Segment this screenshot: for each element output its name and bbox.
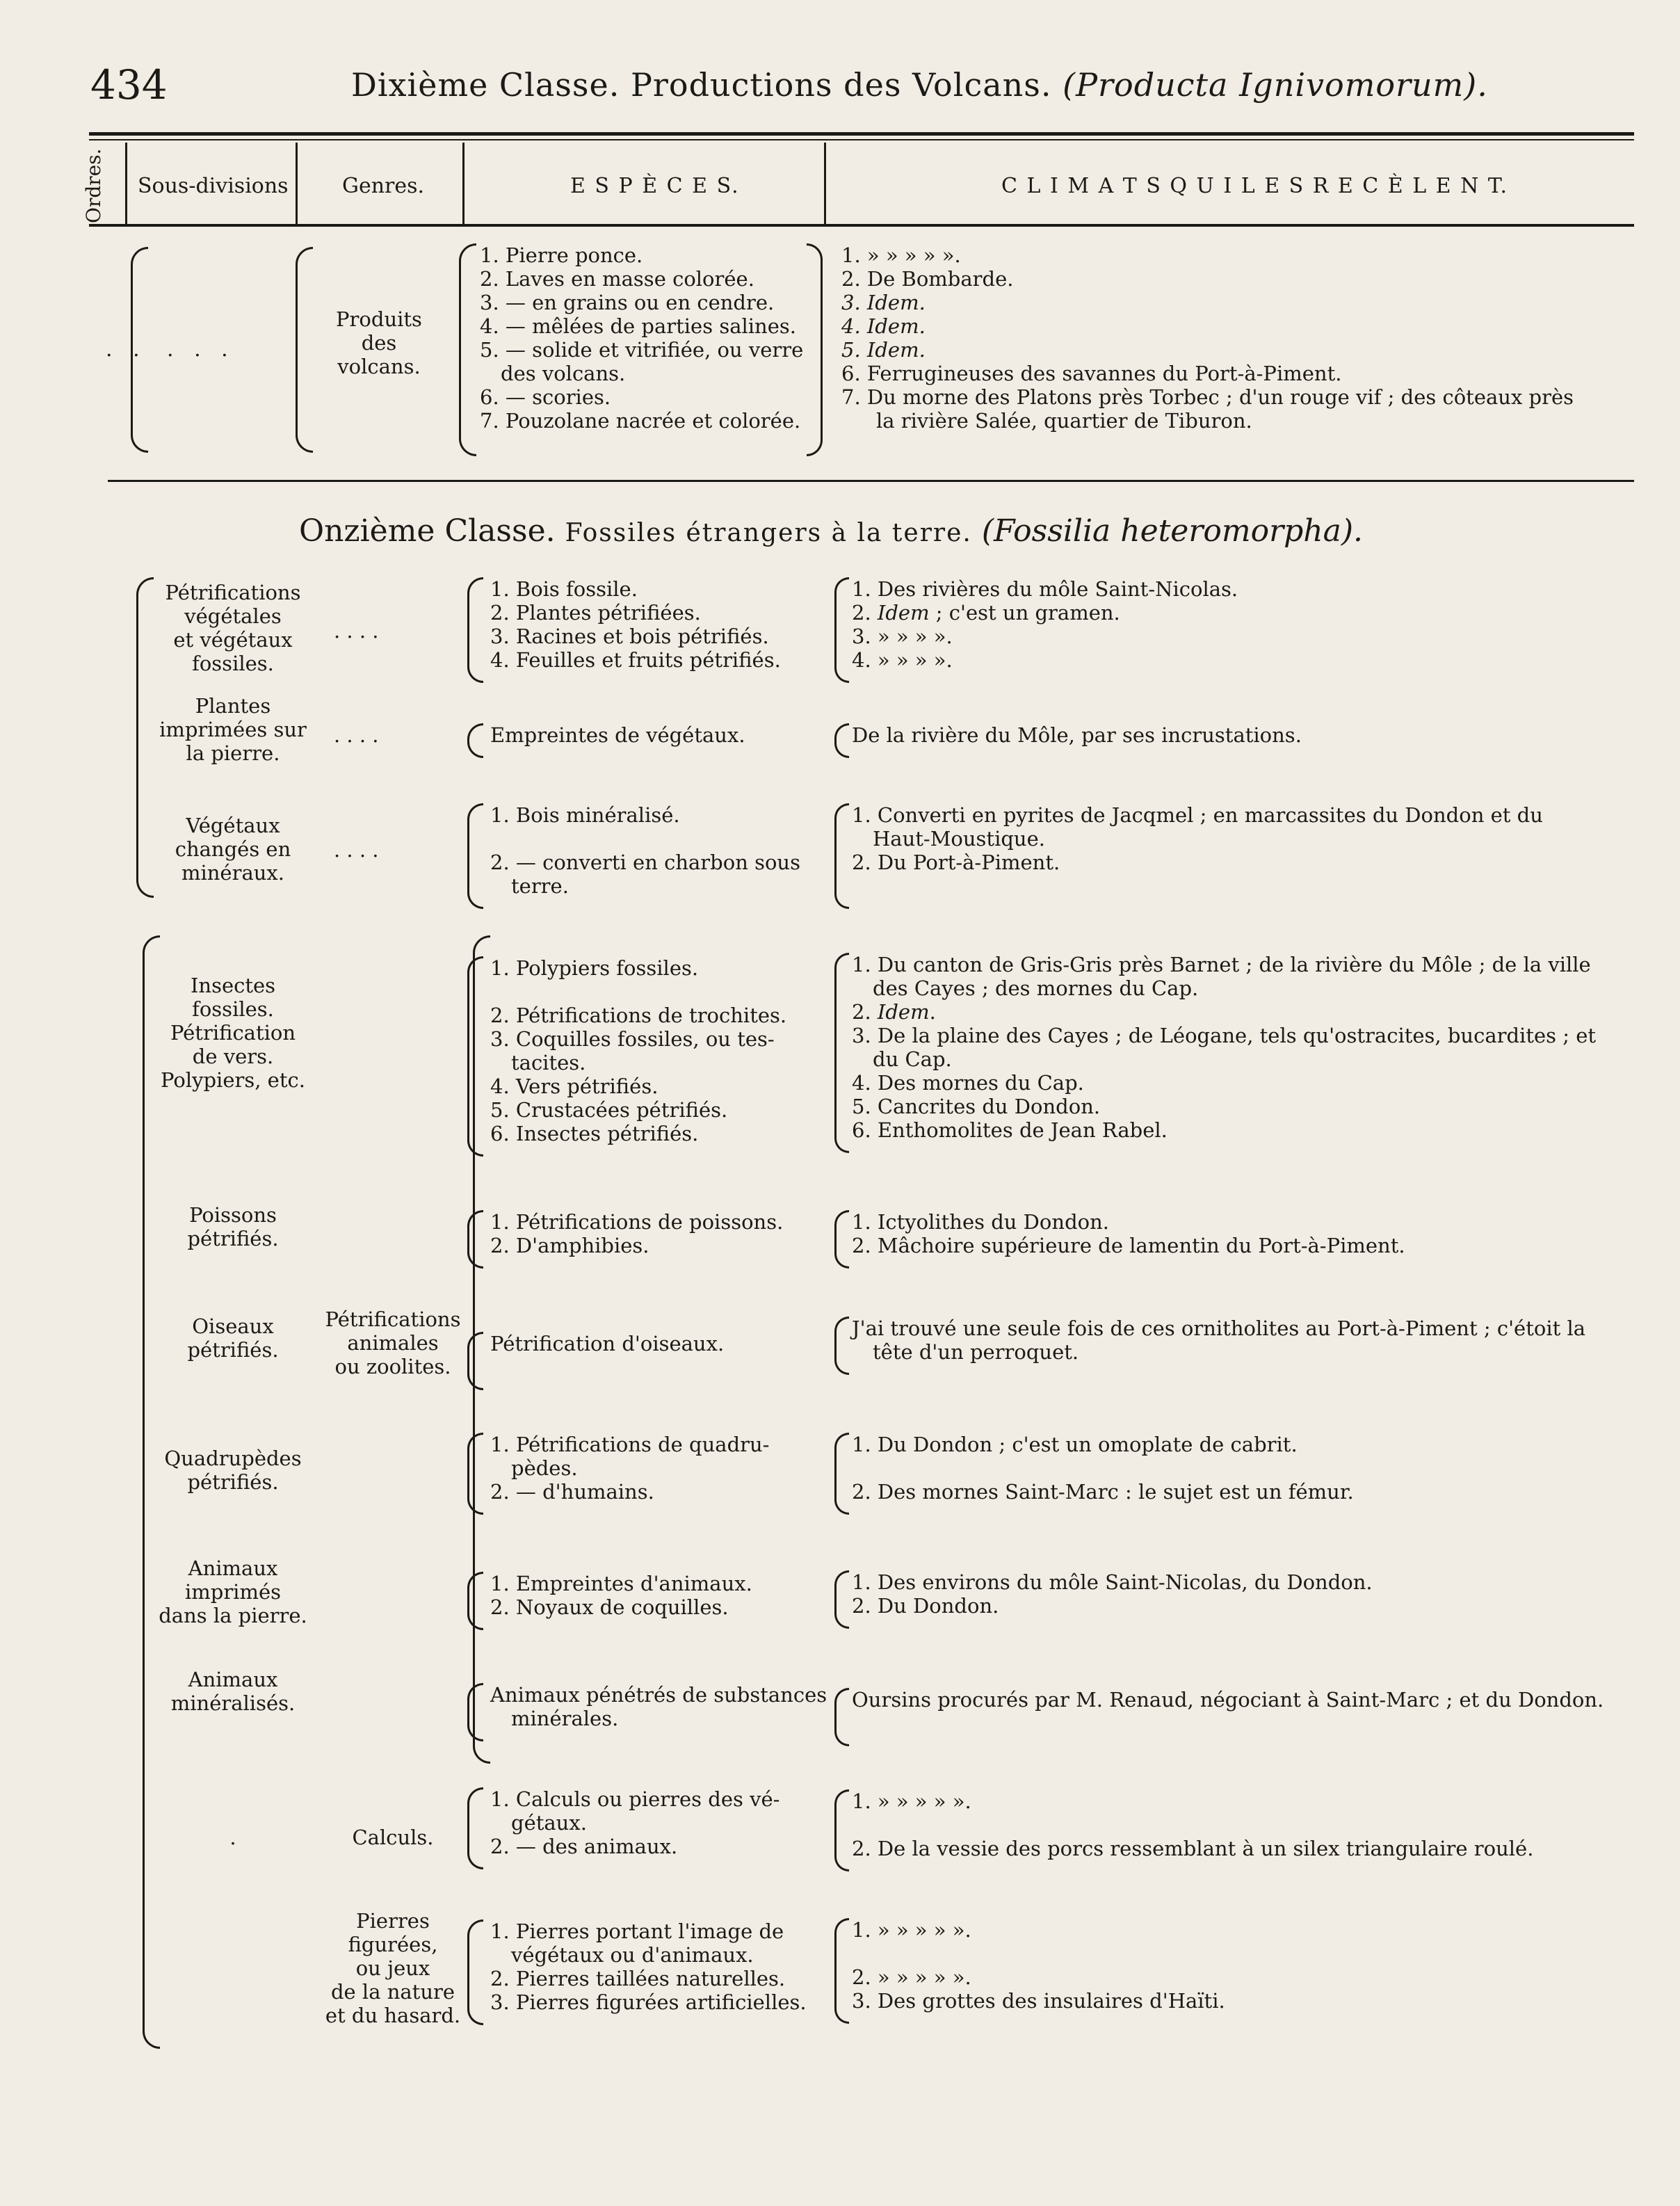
genre: [313, 1909, 473, 2027]
climats-line: 2. De la vessie des porcs ressemblant à un silex triangulaire roulé.: [852, 1837, 1534, 1860]
climats: [852, 1433, 1354, 1504]
especes-line: 1. Polypiers fossiles.: [490, 956, 699, 980]
especes-line: [490, 827, 800, 851]
header-bottom-rule: [89, 224, 1634, 227]
climats-line: 1. Des rivières du môle Saint-Nicolas.: [852, 577, 1238, 601]
subdiv-dots: . . .: [167, 337, 235, 362]
genre-line: ou jeux: [355, 1956, 430, 1980]
especes: [490, 1919, 807, 2014]
subdivision-line: Animaux: [188, 1668, 278, 1691]
climats: [852, 1918, 1225, 2013]
subdivision-line: la pierre.: [186, 741, 280, 765]
climats-line: Oursins procurés par M. Renaud, négociant à Saint-Marc ; et du Dondon.: [852, 1688, 1604, 1712]
climats: [852, 723, 1302, 747]
especes-line: 2. — des animaux.: [490, 1835, 678, 1858]
subdivision: [156, 1447, 309, 1494]
subdivision-line: Insectes: [190, 974, 276, 997]
especes-line: [490, 980, 786, 1004]
especes-line: 1. Bois minéralisé.: [490, 803, 680, 827]
subdivision-line: pétrifiés.: [187, 1338, 279, 1362]
climats-line: 4. Des mornes du Cap.: [852, 1071, 1084, 1095]
especes: [490, 956, 786, 1145]
especes: [490, 1332, 724, 1355]
subdivision-line: Quadrupèdes: [164, 1447, 302, 1470]
genre-line: Pétrifications: [325, 1307, 461, 1331]
especes-line: terre.: [511, 874, 569, 898]
brace: [834, 1789, 849, 1871]
climats-line: 1. » » » » ».: [852, 1918, 971, 1942]
climats-line: 6. Enthomolites de Jean Rabel.: [852, 1118, 1168, 1142]
climats-line: 2. Des mornes Saint-Marc : le sujet est un fémur.: [852, 1480, 1354, 1504]
especes-line: 2. Noyaux de coquilles.: [490, 1595, 729, 1619]
subdivision-line: et végétaux: [173, 628, 293, 652]
especes-line: 5. Crustacées pétrifiés.: [490, 1098, 728, 1122]
subdivision: [156, 694, 309, 765]
subdivision-line: imprimées sur: [159, 718, 307, 741]
climats-line: 2. Idem.: [852, 1000, 936, 1024]
climats-line: De la rivière du Môle, par ses incrustations.: [852, 723, 1302, 747]
climats-line: 2. Du Port-à-Piment.: [852, 851, 1060, 874]
especes-line: gétaux.: [511, 1811, 587, 1835]
climats-line: 2. Idem ; c'est un gramen.: [852, 601, 1120, 625]
subdivision-line: pétrifiés.: [187, 1470, 279, 1494]
volcans-climats: 1. » » » » ». 2. De Bombarde. 3. Idem. 4. Idem. 5. Idem. 6. Ferrugineuses des savannes du Port-à-Piment. 7. Du morne des Platons près Torbec ; d'un rouge vif ; des côteaux près la rivière Salée, quartier de Tiburon.: [841, 243, 1574, 433]
climats: [852, 1210, 1405, 1257]
subdivision-line: fossiles.: [192, 997, 274, 1021]
brace: [467, 723, 483, 758]
climats-line: des Cayes ; des mornes du Cap.: [873, 976, 1199, 1000]
brace: [296, 247, 313, 453]
brace: [834, 1433, 849, 1515]
genre-line: ou zoolites.: [334, 1355, 451, 1378]
climats: [852, 1789, 1533, 1860]
subdivision: [156, 814, 309, 885]
class-title: Onzième Classe. Fossiles étrangers à la terre. (Fossilia heteromorpha).: [299, 513, 1364, 549]
climats-line: 4. » » » ».: [852, 648, 953, 672]
subdivision-line: végétales: [184, 604, 282, 628]
header-genres: Genres.: [342, 174, 425, 198]
section-rule: [108, 480, 1634, 482]
subdivision-line: minéraux.: [181, 861, 285, 885]
brace: [136, 577, 154, 898]
climats-line: 3. » » » ».: [852, 625, 953, 648]
climats-line: 2. Du Dondon.: [852, 1594, 999, 1618]
climats: [852, 953, 1596, 1142]
brace: [467, 1787, 483, 1869]
brace: [834, 1918, 849, 2024]
especes-line: 2. D'amphibies.: [490, 1234, 649, 1257]
brace: [807, 243, 823, 456]
especes: [490, 1433, 769, 1504]
especes: [490, 1210, 783, 1257]
genre-line: Pierres: [356, 1909, 430, 1933]
climats-line: [852, 1942, 1225, 1965]
subdivision-line: imprimés: [184, 1580, 282, 1604]
brace: [467, 1210, 483, 1269]
especes-line: 3. Pierres figurées artificielles.: [490, 1990, 807, 2014]
brace: [467, 803, 483, 909]
genre-line: Calculs.: [352, 1826, 434, 1849]
subdivision-line: Pétrifications: [165, 581, 301, 604]
running-title: [351, 66, 1488, 104]
subdivision: [156, 1556, 309, 1627]
col-divider: [462, 143, 465, 224]
header-sous-divisions: Sous-divisions: [138, 174, 289, 198]
especes-line: 4. Vers pétrifiés.: [490, 1074, 659, 1098]
header-climats: C L I M A T S Q U I L E S R E C È L E N T.: [1001, 174, 1509, 198]
climats-line: 1. Ictyolithes du Dondon.: [852, 1210, 1109, 1234]
climats-line: 3. Des grottes des insulaires d'Haïti.: [852, 1989, 1225, 2013]
subdivision-line: fossiles.: [192, 652, 274, 675]
climats-line: 3. De la plaine des Cayes ; de Léogane, tels qu'ostracites, bucardites ; et: [852, 1024, 1597, 1047]
subdivision-line: Poissons: [189, 1203, 277, 1227]
especes-line: 1. Empreintes d'animaux.: [490, 1572, 752, 1595]
genre-line: figurées,: [348, 1933, 438, 1956]
brace: [467, 1683, 483, 1741]
climats-line: 2. Mâchoire supérieure de lamentin du Port-à-Piment.: [852, 1234, 1405, 1257]
brace: [467, 577, 483, 683]
climats-line: 2. » » » » ».: [852, 1965, 971, 1989]
brace: [467, 1433, 483, 1515]
brace: [834, 803, 849, 909]
especes-line: Animaux pénétrés de substances: [490, 1683, 827, 1707]
col-divider: [824, 143, 826, 224]
genre: [334, 838, 452, 862]
especes-line: 2. Pierres taillées naturelles.: [490, 1967, 786, 1990]
especes-line: végétaux ou d'animaux.: [511, 1943, 754, 1967]
subdivision-line: .: [229, 1826, 236, 1849]
climats: [852, 803, 1543, 874]
header-ordres: Ordres.: [82, 148, 105, 223]
genre-line: et du hasard.: [325, 2004, 461, 2027]
climats-line: 1. Du canton de Gris-Gris près Barnet ; de la rivière du Môle ; de la ville: [852, 953, 1591, 976]
subdivision-line: minéralisés.: [170, 1691, 296, 1715]
top-rule-thin: [89, 139, 1634, 140]
climats: [852, 1688, 1604, 1712]
brace: [467, 1919, 483, 2025]
genre-line: de la nature: [330, 1980, 455, 2004]
climats-line: [852, 1813, 1533, 1837]
climats-line: tête d'un perroquet.: [873, 1340, 1079, 1364]
especes-line: minérales.: [511, 1707, 619, 1730]
climats: [852, 1570, 1373, 1618]
brace: [834, 723, 849, 758]
genre-line: . . . .: [334, 619, 379, 643]
subdivision-line: Animaux: [188, 1556, 278, 1580]
climats-line: 5. Cancrites du Dondon.: [852, 1095, 1101, 1118]
subdivision-line: pétrifiés.: [187, 1227, 279, 1250]
especes-line: tacites.: [511, 1051, 586, 1074]
subdivision-line: Polypiers, etc.: [161, 1068, 305, 1092]
running-title-latin: (Producta Ignivomorum).: [1063, 66, 1488, 104]
climats: [852, 577, 1238, 672]
subdivision: [156, 1826, 309, 1849]
subdivision-line: Pétrification: [170, 1021, 296, 1045]
col-divider: [296, 143, 298, 224]
running-title-text: Dixième Classe. Productions des Volcans.: [351, 66, 1052, 104]
especes-line: 2. Plantes pétrifiées.: [490, 601, 701, 625]
subdivision: [156, 1314, 309, 1362]
climats-line: 1. » » » » ».: [852, 1789, 971, 1813]
subdivision-line: de vers.: [192, 1045, 274, 1068]
genre: [313, 1307, 473, 1378]
genre-produits-volcans: Produits des volcans.: [336, 307, 422, 378]
especes: [490, 1787, 780, 1858]
especes: [490, 1683, 827, 1730]
volcans-especes: 1. Pierre ponce. 2. Laves en masse colorée. 3. — en grains ou en cendre. 4. — mêlées de parties salines. 5. — solide et vitrifiée, ou verre des volcans. 6. — scories. 7. Pouzolane nacrée et colorée.: [480, 243, 804, 433]
especes: [490, 803, 800, 898]
climats-line: 1. Converti en pyrites de Jacqmel ; en marcassites du Dondon et du: [852, 803, 1543, 827]
especes-line: 6. Insectes pétrifiés.: [490, 1122, 699, 1145]
climats-line: Haut-Moustique.: [873, 827, 1045, 851]
climats-line: J'ai trouvé une seule fois de ces ornitholites au Port-à-Piment ; c'étoit la: [852, 1317, 1586, 1340]
especes: [490, 577, 781, 672]
col-divider: [125, 143, 127, 224]
subdivision-line: Végétaux: [186, 814, 280, 837]
subdivision-line: changés en: [175, 837, 291, 861]
subdivision: [156, 1668, 309, 1715]
climats: [852, 1317, 1585, 1364]
genre: [334, 723, 452, 747]
genre-line: . . . .: [334, 838, 379, 862]
subdivision: [156, 581, 309, 675]
climats-line: [852, 1456, 1354, 1480]
climats-line: du Cap.: [873, 1047, 952, 1071]
especes-line: 1. Pierres portant l'image de: [490, 1919, 784, 1943]
header-especes: E S P È C E S.: [570, 174, 740, 198]
especes-line: 2. Pétrifications de trochites.: [490, 1004, 787, 1027]
especes-line: 1. Bois fossile.: [490, 577, 638, 601]
brace: [834, 953, 849, 1153]
brace: [459, 243, 476, 456]
especes-line: 1. Calculs ou pierres des vé-: [490, 1787, 780, 1811]
especes: [490, 1572, 752, 1619]
brace: [834, 1317, 849, 1375]
especes-line: 1. Pétrifications de poissons.: [490, 1210, 784, 1234]
especes-line: 4. Feuilles et fruits pétrifiés.: [490, 648, 781, 672]
brace: [467, 956, 483, 1157]
especes-line: Pétrification d'oiseaux.: [490, 1332, 725, 1355]
especes-line: 1. Pétrifications de quadru-: [490, 1433, 770, 1456]
brace: [834, 1210, 849, 1269]
subdivision-line: Plantes: [195, 694, 271, 718]
especes-line: 2. — converti en charbon sous: [490, 851, 800, 874]
genre: [313, 1826, 473, 1849]
genre-line: . . . .: [334, 723, 379, 747]
brace: [467, 1572, 483, 1630]
subdivision-line: dans la pierre.: [159, 1604, 307, 1627]
climats-line: 1. Du Dondon ; c'est un omoplate de cabrit.: [852, 1433, 1298, 1456]
subdivision: [156, 1203, 309, 1250]
especes-line: pèdes.: [511, 1456, 578, 1480]
top-rule: [89, 132, 1634, 136]
brace: [834, 1570, 849, 1629]
genre-line: animales: [347, 1331, 439, 1355]
especes: [490, 723, 745, 747]
climats-line: 1. Des environs du môle Saint-Nicolas, du Dondon.: [852, 1570, 1373, 1594]
ordre-dots: . .: [106, 337, 147, 362]
brace: [834, 1688, 849, 1746]
page-number: 434: [90, 61, 168, 108]
subdivision: [156, 974, 309, 1092]
especes-line: 2. — d'humains.: [490, 1480, 654, 1504]
especes-line: 3. Coquilles fossiles, ou tes-: [490, 1027, 775, 1051]
especes-line: Empreintes de végétaux.: [490, 723, 745, 747]
brace: [467, 1332, 483, 1390]
especes-line: 3. Racines et bois pétrifiés.: [490, 625, 769, 648]
genre: [334, 619, 452, 643]
brace: [834, 577, 849, 683]
subdivision-line: Oiseaux: [192, 1314, 274, 1338]
